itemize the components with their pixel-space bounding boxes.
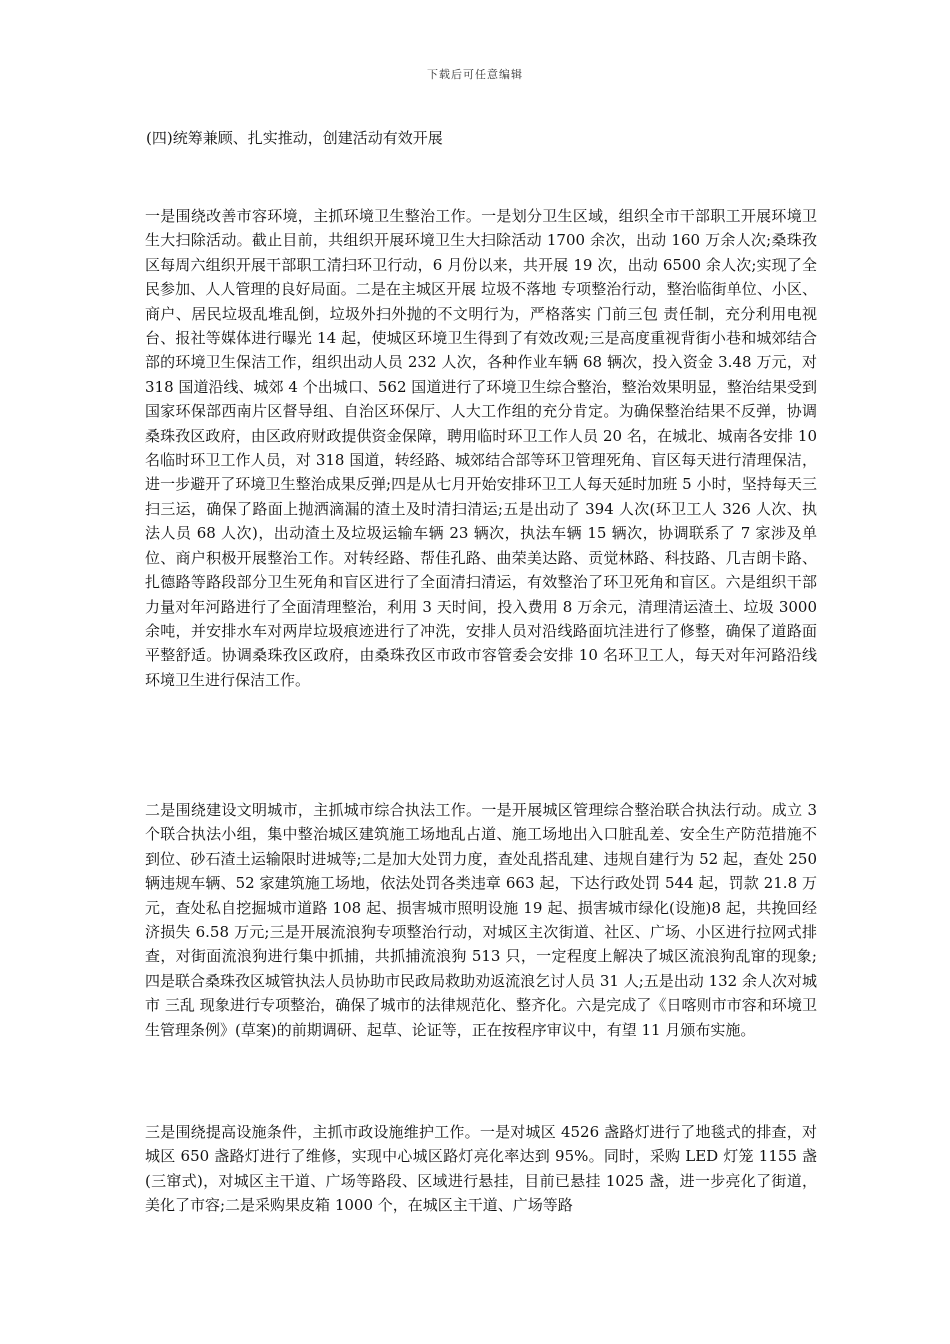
paragraph-environment-sanitation: 一是围绕改善市容环境，主抓环境卫生整治工作。一是划分卫生区域，组织全市干部职工开展环境卫生大扫除活动。截止目前，共组织开展环境卫生大扫除活动 1700 余次，出动 160 万余人次;桑珠孜区每周六组织开展干部职工清扫环卫行动，6 月份以来，共开展 19 次，出动 6500 余人次;实现了全民参加、人人管理的良好局面。二是在主城区开展 垃圾不落地 专项整治行动，整治临街单位、小区、商户、居民垃圾乱堆乱倒，垃圾外扫外抛的不文明行为，严格落实 门前三包 责任制，充分利用电视台、报社等媒体进行曝光 14 起，使城区环境卫生得到了有效改观;三是高度重视背街小巷和城郊结合部的环境卫生保洁工作，组织出动人员 232 人次，各种作业车辆 68 辆次，投入资金 3.48 万元，对 318 国道沿线、城郊 4 个出城口、562 国道进行了环境卫生综合整治，整治效果明显，整治结果受到国家环保部西南片区督导组、自治区环保厅、人大工作组的充分肯定。为确保整治结果不反弹，协调桑珠孜区政府，由区政府财政提供资金保障，聘用临时环卫工作人员 20 名，在城北、城南各安排 10 名临时环卫工作人员，对 318 国道，转经路、城郊结合部等环卫管理死角、盲区每天进行清理保洁，进一步避开了环境卫生整治成果反弹;四是从七月开始安排环卫工人每天延时加班 5 小时，坚持每天三扫三运，确保了路面上抛洒滴漏的渣土及时清扫清运;五是出动了 394 人次(环卫工人 326 人次、执法人员 68 人次)，出动渣土及垃圾运输车辆 23 辆次，执法车辆 15 辆次，协调联系了 7 家涉及单位、商户积极开展整治工作。对转经路、帮佳孔路、曲荣美达路、贡觉林路、科技路、几吉朗卡路、扎德路等路段部分卫生死角和盲区进行了全面清扫清运，有效整治了环卫死角和盲区。六是组织干部力量对年河路进行了全面清理整治，利用 3 天时间，投入费用 8 万余元，清理清运渣土、垃圾 3000 余吨，并安排水车对两岸垃圾痕迹进行了冲洗，安排人员对沿线路面坑洼进行了修整，确保了道路面平整舒适。协调桑珠孜区政府，由桑珠孜区市政市容管委会安排 10 名环卫工人，每天对年河路沿线环境卫生进行保洁工作。 (145, 207, 817, 689)
paragraph-law-enforcement: 二是围绕建设文明城市，主抓城市综合执法工作。一是开展城区管理综合整治联合执法行动。成立 3 个联合执法小组，集中整治城区建筑施工场地乱占道、施工场地出入口脏乱差、安全生产防范措施不到位、砂石渣土运输限时进城等;二是加大处罚力度，查处乱搭乱建、违规自建行为 52 起，查处 250 辆违规车辆、52 家建筑施工场地，依法处罚各类违章 663 起，下达行政处罚 544 起，罚款 21.8 万元，查处私自挖掘城市道路 108 起、损害城市照明设施 19 起、损害城市绿化(设施)8 起，共挽回经济损失 6.58 万元;三是开展流浪狗专项整治行动，对城区主次街道、社区、广场、小区进行拉网式排查，对街面流浪狗进行集中抓捕，共抓捕流浪狗 513 只，一定程度上解决了城区流浪狗乱窜的现象;四是联合桑珠孜区城管执法人员协助市民政局救助劝返流浪乞讨人员 31 人;五是出动 132 余人次对城市 三乱 现象进行专项整治，确保了城市的法律规范化、整齐化。六是完成了《日喀则市市容和环境卫生管理条例》(草案)的前期调研、起草、论证等，正在按程序审议中，有望 11 月颁布实施。 (145, 801, 817, 1039)
section-heading: (四)统筹兼顾、扎实推动，创建活动有效开展 (146, 129, 443, 147)
page-header-note: 下载后可任意编辑 (427, 68, 523, 81)
paragraph-municipal-facilities: 三是围绕提高设施条件，主抓市政设施维护工作。一是对城区 4526 盏路灯进行了地毯式的排查，对城区 650 盏路灯进行了维修，实现中心城区路灯亮化率达到 95%。同时，采购 LED 灯笼 1155 盏(三窜式)，对城区主干道、广场等路段、区域进行悬挂，目前已悬挂 1025 盏，进一步亮化了街道，美化了市容;二是采购果皮箱 1000 个，在城区主干道、广场等路 (145, 1123, 817, 1215)
